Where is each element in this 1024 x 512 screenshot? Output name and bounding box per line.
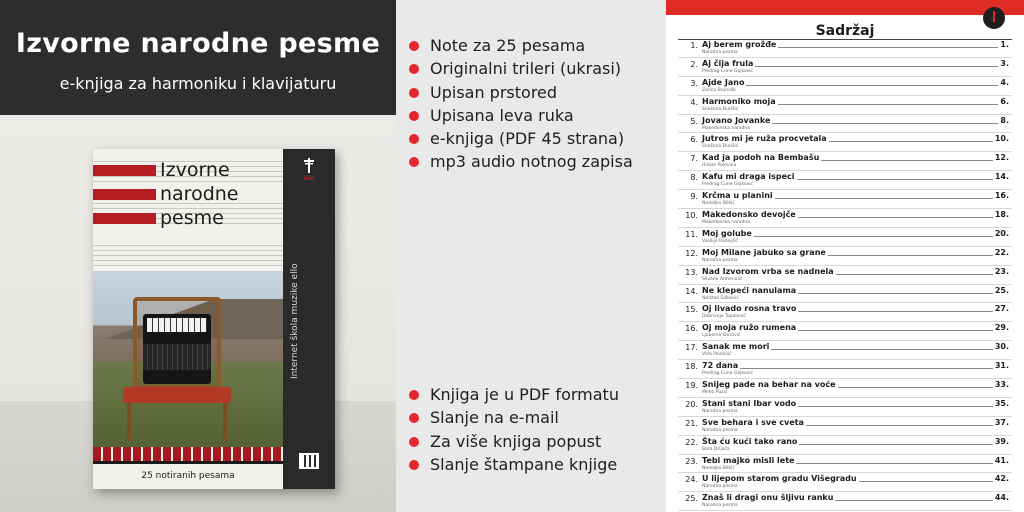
- spine-logo-text: ello: [303, 175, 315, 181]
- bullet-dot-icon: [409, 64, 419, 74]
- toc-row-separator: [678, 510, 1012, 511]
- toc-entry-title: Sve behara i sve cveta: [702, 417, 804, 427]
- feature-item: [406, 106, 633, 129]
- promo-title: Izvorne narodne pesme: [15, 28, 381, 59]
- delivery-label: Knjiga je u PDF formatu: [430, 385, 619, 404]
- page-top-bar: [666, 0, 1024, 15]
- bullet-dot-icon: [409, 460, 419, 470]
- toc-entry-number: 13.: [685, 267, 698, 277]
- toc-entry-author: Makedonska narodna: [702, 125, 750, 131]
- toc-entry-title: Znaš li dragi onu šljivu ranku: [702, 493, 834, 503]
- toc-entry-title: Makedonsko devojče: [702, 210, 796, 220]
- feature-label: Originalni trileri (ukrasi): [430, 59, 622, 79]
- toc-entry-page: 23.: [994, 266, 1009, 276]
- toc-entry: [666, 341, 1024, 360]
- toc-entry-page: 31.: [994, 361, 1009, 371]
- delivery-list: [406, 385, 619, 478]
- toc-leader-dots: [702, 368, 1000, 369]
- toc-entry-number: 11.: [685, 229, 698, 239]
- book-title-line: Izvorne: [160, 159, 230, 181]
- toc-entry-page: 18.: [994, 210, 1009, 220]
- toc-entry-author: Makedonska narodna: [702, 220, 750, 226]
- toc-entry-author: Bora Drljača: [702, 446, 730, 452]
- delivery-label: Slanje štampane knjige: [430, 454, 618, 474]
- toc-entry-page: 39.: [994, 436, 1009, 446]
- toc-entry-page: 33.: [994, 380, 1009, 390]
- feature-item: [406, 152, 633, 175]
- toc-entry-title: Harmoniko moja: [702, 96, 776, 106]
- book-front-cover: [93, 149, 283, 489]
- toc-entry: [666, 266, 1024, 285]
- toc-entry-number: 12.: [685, 248, 698, 258]
- feature-item: [406, 59, 633, 82]
- music-staff-decoration: [93, 241, 283, 267]
- toc-list: [666, 39, 1024, 511]
- accordion-keys-shape: [147, 318, 207, 332]
- toc-entry-page: 12.: [994, 153, 1009, 163]
- toc-entry-author: Nedeljko Bilkić: [702, 465, 735, 471]
- toc-entry-author: Himzo Polovina: [702, 163, 737, 169]
- toc-entry: [666, 303, 1024, 322]
- toc-entry-number: 1.: [690, 41, 698, 50]
- toc-entry-title: Oj moja ružo rumena: [702, 323, 797, 333]
- toc-entry-number: 18.: [685, 362, 698, 372]
- toc-entry-title: Moj Milane jabuko sa grane: [702, 247, 826, 257]
- toc-entry-author: Snežana Đurišić: [702, 106, 739, 112]
- features-list: [406, 36, 633, 176]
- toc-entry-author: Predrag Cune Gojković: [702, 371, 754, 377]
- toc-entry: [666, 228, 1024, 247]
- toc-entry-title: Kafu mi draga ispeci: [702, 172, 795, 182]
- toc-entry-number: 6.: [690, 135, 698, 145]
- feature-label: mp3 audio notnog zapisa: [430, 152, 633, 172]
- toc-entry-title: Stani stani Ibar vodo: [702, 398, 797, 408]
- toc-entry-page: 35.: [994, 398, 1009, 408]
- toc-title: Sadržaj: [815, 23, 875, 39]
- toc-entry-number: 9.: [690, 192, 698, 202]
- bullet-dot-icon: [409, 437, 419, 447]
- feature-label: Upisan prstored: [430, 82, 558, 102]
- toc-entry-page: 42.: [994, 474, 1009, 484]
- chair-seat-shape: [123, 387, 231, 403]
- toc-entry: [666, 285, 1024, 304]
- toc-entry-page: 29.: [994, 323, 1009, 333]
- toc-leader-dots: [702, 85, 1000, 86]
- toc-entry-title: Nad Izvorom vrba se nadnela: [702, 266, 834, 276]
- toc-entry-title: Aj čija frula: [702, 58, 754, 68]
- toc-entry-author: Meho Puzić: [702, 390, 728, 396]
- toc-entry-page: 4.: [1000, 77, 1009, 87]
- toc-entry-number: 21.: [685, 418, 698, 428]
- toc-entry-author: Nedžad Salković: [702, 295, 739, 301]
- toc-entry-page: 8.: [1000, 115, 1009, 125]
- bullet-dot-icon: [409, 134, 419, 144]
- folk-pattern-decoration: [93, 447, 283, 461]
- toc-entry-page: 22.: [994, 247, 1009, 257]
- toc-entry-number: 24.: [685, 475, 698, 485]
- feature-item: [406, 129, 633, 152]
- toc-entry-page: 20.: [994, 228, 1009, 238]
- bullet-dot-icon: [409, 390, 419, 400]
- delivery-item: [406, 408, 619, 431]
- book-title-line: narodne: [160, 183, 239, 205]
- toc-entry: [666, 115, 1024, 134]
- delivery-label: Slanje na e-mail: [430, 408, 559, 428]
- toc-entry-author: Zorica Brunclik: [702, 87, 736, 93]
- toc-entry-author: Snežana Đurišić: [702, 144, 739, 150]
- toc-entry-author: Nedeljko Bilkić: [702, 201, 735, 207]
- delivery-item: [406, 385, 619, 408]
- toc-entry-page: 16.: [994, 191, 1009, 201]
- feature-label: e-knjiga (PDF 45 strana): [430, 129, 625, 149]
- toc-entry-page: 27.: [994, 304, 1009, 314]
- toc-entry: [666, 473, 1024, 492]
- toc-entry: [666, 492, 1024, 511]
- toc-entry: [666, 171, 1024, 190]
- toc-entry-title: Snijeg pade na behar na voće: [702, 380, 836, 390]
- book-bottom-text: 25 notiranih pesama: [141, 471, 235, 481]
- toc-entry-number: 15.: [685, 305, 698, 315]
- toc-entry-author: Vasilija Radojčić: [702, 238, 738, 244]
- delivery-label: Za više knjiga popust: [430, 431, 602, 451]
- red-bar-decoration: [93, 189, 156, 200]
- toc-entry: [666, 322, 1024, 341]
- accordion-bellows-shape: [143, 344, 211, 370]
- toc-entry-page: 3.: [1000, 58, 1009, 68]
- book-cover-image: [93, 149, 335, 489]
- promo-subtitle: e-knjiga za harmoniku i klavijaturu: [59, 74, 337, 93]
- toc-entry-number: 17.: [685, 343, 698, 353]
- toc-entry-page: 14.: [994, 172, 1009, 182]
- toc-entry: [666, 77, 1024, 96]
- toc-entry: [666, 133, 1024, 152]
- toc-entry: [666, 417, 1024, 436]
- toc-entry-number: 4.: [690, 97, 698, 107]
- toc-entry-number: 5.: [690, 116, 698, 126]
- bullet-dot-icon: [409, 413, 419, 423]
- toc-entry: [666, 96, 1024, 115]
- toc-entry-author: Predrag Cune Gojković: [702, 182, 754, 188]
- toc-entry-page: 44.: [994, 493, 1009, 503]
- toc-entry-author: Predrag Cune Gojković: [702, 68, 754, 74]
- toc-entry-number: 2.: [690, 59, 698, 69]
- toc-entry-author: Narodna pesma: [702, 408, 738, 414]
- delivery-item: [406, 432, 619, 455]
- toc-entry-author: Silvana Armenulić: [702, 276, 743, 282]
- feature-label: Upisana leva ruka: [430, 105, 574, 125]
- toc-entry-number: 20.: [685, 399, 698, 409]
- toc-entry-number: 23.: [685, 456, 698, 466]
- toc-entry: [666, 209, 1024, 228]
- red-bar-decoration: [93, 213, 156, 224]
- delivery-item: [406, 455, 619, 478]
- toc-entry-number: 8.: [690, 173, 698, 183]
- chair-legs-shape: [127, 403, 227, 441]
- bullet-dot-icon: [409, 111, 419, 121]
- toc-entry-author: Dobrivoje Topalović: [702, 314, 746, 320]
- feature-item: [406, 83, 633, 106]
- toc-entry-number: 10.: [685, 211, 698, 221]
- toc-entry-number: 3.: [690, 78, 698, 88]
- toc-entry-author: Narodna pesma: [702, 427, 738, 433]
- toc-entry-author: Narodna pesma: [702, 257, 738, 263]
- toc-entry-title: Tebi majko misli lete: [702, 455, 795, 465]
- toc-entry-title: Ne klepeći nanulama: [702, 285, 797, 295]
- bullet-dot-icon: [409, 157, 419, 167]
- toc-entry: [666, 455, 1024, 474]
- toc-entry-number: 7.: [690, 154, 698, 164]
- toc-entry: [666, 58, 1024, 77]
- toc-entry-title: Sanak me mori: [702, 342, 770, 352]
- red-bar-decoration: [93, 165, 156, 176]
- feature-item: [406, 36, 633, 59]
- toc-entry: [666, 379, 1024, 398]
- pattern-border: [93, 461, 283, 464]
- toc-entry: [666, 436, 1024, 455]
- toc-entry-author: Ljubomir Đurović: [702, 333, 741, 339]
- toc-entry-number: 22.: [685, 437, 698, 447]
- toc-entry-number: 14.: [685, 286, 698, 296]
- book-spine: [283, 149, 335, 489]
- toc-entry-page: 30.: [994, 342, 1009, 352]
- toc-entry-page: 6.: [1000, 96, 1009, 106]
- toc-entry-title: Krčma u planini: [702, 191, 773, 201]
- toc-entry-title: Jovano Jovanke: [702, 115, 771, 125]
- toc-entry-author: Vida Pavlović: [702, 352, 732, 358]
- toc-entry: [666, 190, 1024, 209]
- toc-entry-page: 25.: [994, 285, 1009, 295]
- toc-entry: [666, 39, 1024, 58]
- toc-entry-author: Narodna pesma: [702, 503, 738, 509]
- table-of-contents-page: [666, 0, 1024, 512]
- bullet-dot-icon: [409, 41, 419, 51]
- book-title-line: pesme: [160, 207, 224, 229]
- toc-entry-number: 19.: [685, 381, 698, 391]
- toc-entry-title: Moj golube: [702, 228, 752, 238]
- toc-entry-number: 16.: [685, 324, 698, 334]
- promo-header: [0, 0, 396, 115]
- toc-entry-title: Jutros mi je ruža procvetala: [702, 134, 827, 144]
- spine-text: Internet škola muzike ello: [290, 263, 300, 379]
- toc-entry-page: 10.: [994, 134, 1009, 144]
- features-panel: [396, 0, 666, 512]
- toc-entry: [666, 152, 1024, 171]
- toc-entry-title: Šta ću kući tako rano: [702, 436, 798, 446]
- toc-entry-number: 25.: [685, 494, 698, 504]
- toc-entry-author: Narodna pesma: [702, 50, 738, 55]
- ello-logo-icon: [298, 157, 320, 181]
- feature-label: Note za 25 pesama: [430, 36, 586, 55]
- toc-entry-page: 1.: [1000, 40, 1009, 49]
- toc-entry-page: 37.: [994, 417, 1009, 427]
- promo-left-panel: [0, 0, 396, 512]
- toc-entry-author: Narodna pesma: [702, 484, 738, 490]
- toc-entry: [666, 247, 1024, 266]
- bullet-dot-icon: [409, 88, 419, 98]
- toc-entry: [666, 360, 1024, 379]
- toc-entry-title: Aj berem grožđe: [702, 40, 777, 49]
- toc-entry-title: Ajde Jano: [702, 77, 745, 87]
- toc-entry-title: Oj livado rosna travo: [702, 304, 797, 314]
- toc-entry-title: U lijepom starom gradu Višegradu: [702, 474, 857, 484]
- keyboard-icon: [299, 453, 319, 469]
- toc-entry-page: 41.: [994, 455, 1009, 465]
- toc-entry-title: Kad ja podoh na Bembašu: [702, 153, 820, 163]
- toc-entry-title: 72 dana: [702, 361, 739, 371]
- toc-entry: [666, 398, 1024, 417]
